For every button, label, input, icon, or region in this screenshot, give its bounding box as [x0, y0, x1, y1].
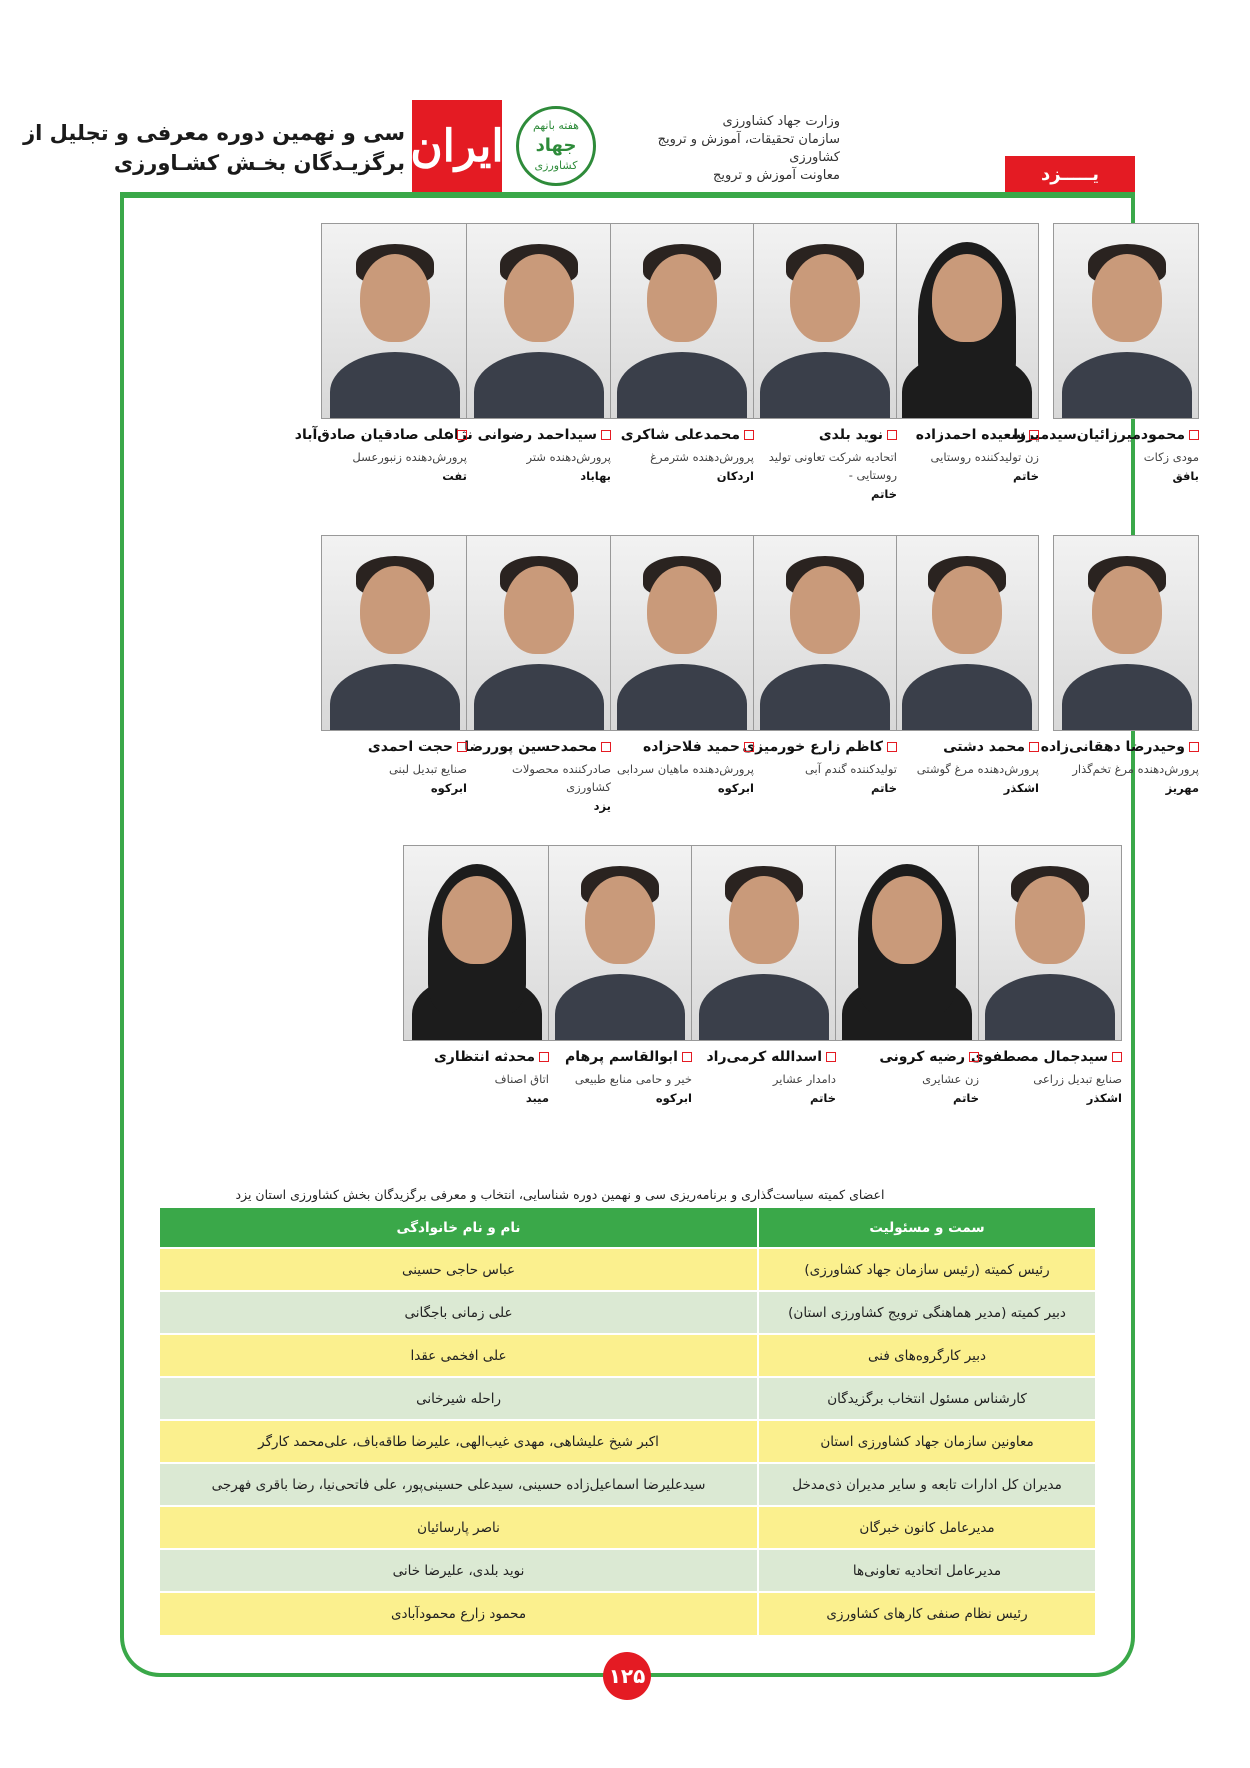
winner-city: مهریز — [1165, 781, 1199, 795]
page-title — [23, 118, 405, 178]
ministry-block — [610, 113, 840, 185]
ministry-line-3: معاونت آموزش و ترویج — [712, 168, 840, 183]
checkbox-icon — [1189, 742, 1199, 752]
role-cell: کارشناس مسئول انتخاب برگزیدگان — [758, 1377, 1095, 1420]
winner-name — [608, 427, 754, 443]
winner-name — [833, 1049, 979, 1065]
winner-name-text: محمدحسین پوررضا — [464, 739, 597, 755]
checkbox-icon — [887, 430, 897, 440]
winner-name-text: حمید فلاحزاده — [643, 739, 740, 755]
winner-name — [446, 427, 611, 443]
winner-city: ابرکوه — [717, 781, 754, 795]
winner-card — [608, 535, 754, 795]
winner-photo — [465, 535, 611, 731]
checkbox-icon — [539, 1052, 549, 1062]
winner-job: خیر و حامی منابع طبیعی — [574, 1072, 692, 1086]
role-cell: دبیر کارگروه‌های فنی — [758, 1334, 1095, 1377]
role-cell: رئیس نظام صنفی کارهای کشاورزی — [758, 1592, 1095, 1635]
winner-city: بهاباد — [580, 469, 611, 483]
name-cell: ناصر پارسائیان — [160, 1506, 758, 1549]
winner-job: صنایع تبدیل لبنی — [388, 762, 467, 776]
table-row — [160, 1377, 1095, 1420]
checkbox-icon — [826, 1052, 836, 1062]
role-cell: رئیس کمیته (رئیس سازمان جهاد کشاورزی) — [758, 1248, 1095, 1291]
winner-name-text: سیدجمال مصطفوی — [970, 1049, 1108, 1065]
winner-job: پرورش‌دهنده ماهیان سردابی — [617, 762, 754, 776]
winner-city: اشکذر — [1086, 1091, 1122, 1105]
table-row — [160, 1463, 1095, 1506]
table-header-row — [160, 1208, 1095, 1248]
table-row — [160, 1248, 1095, 1291]
winner-city: خاتم — [871, 487, 897, 501]
winner-city: اردکان — [716, 469, 754, 483]
winner-job: زن عشایری — [922, 1072, 979, 1086]
table-row — [160, 1291, 1095, 1334]
winner-name-text: رضیه کرونی — [879, 1049, 965, 1065]
name-cell: راحله شیرخانی — [160, 1377, 758, 1420]
winner-photo — [608, 223, 754, 419]
winner-photo — [690, 845, 836, 1041]
checkbox-icon — [1112, 1052, 1122, 1062]
winner-photo — [608, 535, 754, 731]
winner-card — [546, 845, 692, 1105]
role-cell: مدیران کل ادارات تابعه و سایر مدیران ذی‌مدخل — [758, 1463, 1095, 1506]
winner-photo — [321, 223, 467, 419]
jahad-logo-top: هفته بانهم — [533, 119, 579, 132]
winner-name-text: ابوالقاسم پرهام — [564, 1049, 678, 1065]
region-tab: یـــــزد — [1005, 156, 1135, 192]
winner-city: اشکذر — [1003, 781, 1039, 795]
winner-name — [690, 1049, 836, 1065]
winner-city: ابرکوه — [430, 781, 467, 795]
winner-name — [321, 739, 467, 755]
winner-city: خاتم — [871, 781, 897, 795]
winner-photo — [321, 535, 467, 731]
winner-name-text: کاظم زارع خورمیزی — [742, 739, 883, 755]
winner-photo — [751, 535, 897, 731]
winner-photo — [403, 845, 549, 1041]
winner-job: دامدار عشایر — [772, 1072, 836, 1086]
table-row — [160, 1592, 1095, 1635]
winner-name-text: سعیده احمدزاده — [915, 427, 1025, 443]
winner-name — [465, 739, 611, 755]
winner-card — [690, 845, 836, 1105]
winner-name-text: علی صادقیان صادق‌آباد — [294, 427, 453, 443]
winner-city: یزد — [593, 799, 611, 813]
name-cell: سیدعلیرضا اسماعیل‌زاده حسینی، سیدعلی حسینی‌پور، علی فاتحی‌نیا، رضا باقری فهرجی — [160, 1463, 758, 1506]
winner-job: تولیدکننده گندم آبی — [804, 762, 897, 776]
table-caption: اعضای کمیته سیاست‌گذاری و برنامه‌ریزی سی و نهمین دوره شناسایی، انتخاب و معرفی برگزیدگان بخش کشاورزی استان یزد — [235, 1187, 885, 1202]
winner-job: اتاق اصناف — [494, 1072, 549, 1086]
checkbox-icon — [457, 430, 467, 440]
checkbox-icon — [744, 742, 754, 752]
role-cell: مدیرعامل کانون خبرگان — [758, 1506, 1095, 1549]
table-row — [160, 1420, 1095, 1463]
ministry-line-2: سازمان تحقیقات، آموزش و ترویج کشاورزی — [657, 132, 840, 165]
winner-photo — [893, 223, 1039, 419]
winner-photo — [751, 223, 897, 419]
winner-name — [970, 1049, 1122, 1065]
winner-card — [751, 223, 897, 501]
winner-job: اتحادیه شرکت تعاونی تولید روستایی - — [768, 450, 897, 482]
winner-photo — [833, 845, 979, 1041]
name-cell: علی زمانی باجگانی — [160, 1291, 758, 1334]
winner-name-text: محمودمیرزائیان‌سیدمیرزا — [1013, 427, 1185, 443]
checkbox-icon — [1029, 430, 1039, 440]
column-header-name: نام و نام خانوادگی — [160, 1208, 758, 1248]
winner-photo — [1053, 223, 1199, 419]
page-number: ۱۲۵ — [603, 1652, 651, 1700]
winner-city: خاتم — [1013, 469, 1039, 483]
winner-name-text: محمد دشتی — [943, 739, 1025, 755]
title-line-2: برگزیـدگان بخـش کشـاورزی — [113, 151, 405, 175]
checkbox-icon — [682, 1052, 692, 1062]
winner-name — [403, 1049, 549, 1065]
winner-card — [742, 535, 897, 795]
winner-photo — [976, 845, 1122, 1041]
table-row — [160, 1549, 1095, 1592]
winner-job: مودی زکات — [1143, 450, 1199, 464]
winner-name-text: وحیدرضا دهقانی‌زاده — [1040, 739, 1185, 755]
winner-card — [1040, 535, 1199, 795]
winner-name-text: سیداحمد رضوانی نژاد — [446, 427, 597, 443]
winner-card — [403, 845, 549, 1105]
winner-card — [893, 535, 1039, 795]
winner-name — [294, 427, 467, 443]
jahad-logo — [512, 100, 600, 192]
winner-photo — [1053, 535, 1199, 731]
winner-photo — [465, 223, 611, 419]
ministry-line-1: وزارت جهاد کشاورزی — [722, 114, 840, 129]
winner-job: صنایع تبدیل زراعی — [1033, 1072, 1122, 1086]
jahad-logo-bottom: کشاورزی — [534, 159, 578, 172]
checkbox-icon — [887, 742, 897, 752]
winner-job: صادرکننده محصولات کشاورزی — [512, 762, 611, 794]
checkbox-icon — [1189, 430, 1199, 440]
name-cell: عباس حاجی حسینی — [160, 1248, 758, 1291]
jahad-logo-ring — [516, 106, 596, 186]
winner-name — [893, 427, 1039, 443]
winner-job: پرورش‌دهنده شترمرغ — [650, 450, 754, 464]
winner-card — [893, 223, 1039, 483]
checkbox-icon — [601, 742, 611, 752]
winner-name — [893, 739, 1039, 755]
winner-name-text: محدثه انتظاری — [433, 1049, 535, 1065]
winner-job: پرورش‌دهنده شتر — [526, 450, 611, 464]
winner-name-text: اسدالله کرمی‌راد — [706, 1049, 822, 1065]
checkbox-icon — [969, 1052, 979, 1062]
winner-name-text: محمدعلی شاکری — [620, 427, 740, 443]
table-row — [160, 1334, 1095, 1377]
winner-card — [294, 223, 467, 483]
winner-city: خاتم — [810, 1091, 836, 1105]
role-cell: معاونین سازمان جهاد کشاورزی استان — [758, 1420, 1095, 1463]
name-cell: اکبر شیخ علیشاهی، مهدی غیب‌الهی، علیرضا طاقه‌باف، علی‌محمد کارگر — [160, 1420, 758, 1463]
column-header-role: سمت و مسئولیت — [758, 1208, 1095, 1248]
winner-card — [833, 845, 979, 1105]
title-line-1: سی و نهمین دوره معرفی و تجلیل از — [23, 121, 405, 145]
name-cell: علی افخمی عقدا — [160, 1334, 758, 1377]
checkbox-icon — [601, 430, 611, 440]
winner-name-text: حجت احمدی — [367, 739, 453, 755]
iran-logo: ایران — [412, 100, 502, 192]
winner-name — [608, 739, 754, 755]
winner-name — [546, 1049, 692, 1065]
winner-name — [751, 427, 897, 443]
winner-job: پرورش‌دهنده زنبورعسل — [352, 450, 467, 464]
name-cell: نوید بلدی، علیرضا خانی — [160, 1549, 758, 1592]
checkbox-icon — [457, 742, 467, 752]
jahad-logo-main: جهاد — [535, 135, 577, 156]
winner-job: پرورش‌دهنده مرغ تخم‌گذار — [1072, 762, 1199, 776]
winner-card — [321, 535, 467, 795]
winner-city: خاتم — [953, 1091, 979, 1105]
winner-city: بافق — [1172, 469, 1199, 483]
winner-city: ابرکوه — [655, 1091, 692, 1105]
winner-name-text: نوید بلدی — [818, 427, 883, 443]
winner-name — [1013, 427, 1199, 443]
table-row — [160, 1506, 1095, 1549]
winner-card — [608, 223, 754, 483]
name-cell: محمود زارع محمودآبادی — [160, 1592, 758, 1635]
winner-photo — [546, 845, 692, 1041]
winner-job: زن تولیدکننده روستایی — [930, 450, 1039, 464]
winner-name — [1040, 739, 1199, 755]
winner-city: تفت — [442, 469, 467, 483]
winner-card — [970, 845, 1122, 1105]
winner-card — [465, 535, 611, 813]
winner-name — [742, 739, 897, 755]
checkbox-icon — [744, 430, 754, 440]
winner-city: میبد — [525, 1091, 549, 1105]
winner-job: پرورش‌دهنده مرغ گوشتی — [916, 762, 1039, 776]
role-cell: دبیر کمیته (مدیر هماهنگی ترویج کشاورزی استان) — [758, 1291, 1095, 1334]
committee-table — [160, 1208, 1095, 1635]
checkbox-icon — [1029, 742, 1039, 752]
role-cell: مدیرعامل اتحادیه تعاونی‌ها — [758, 1549, 1095, 1592]
winner-photo — [893, 535, 1039, 731]
